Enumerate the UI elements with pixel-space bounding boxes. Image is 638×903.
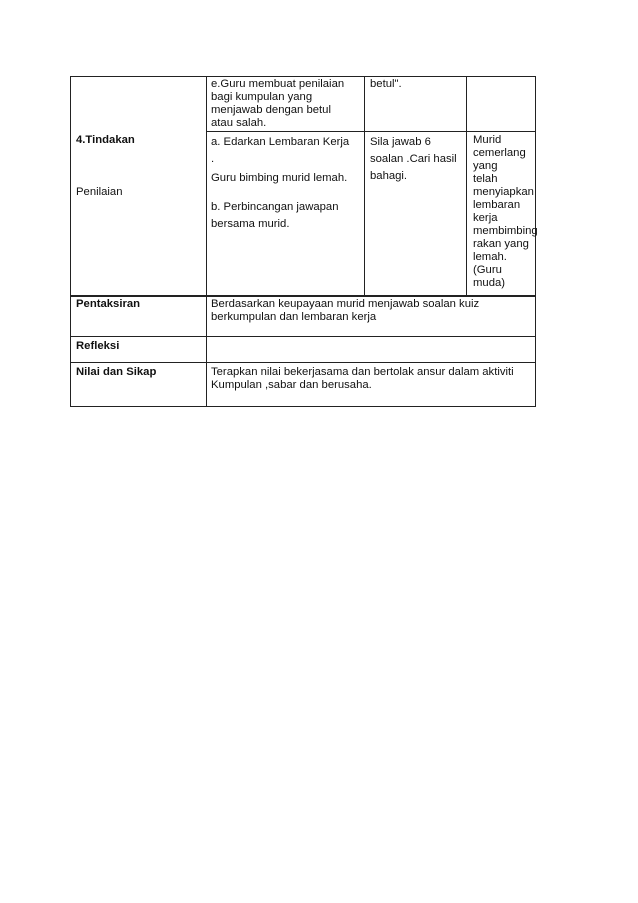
nilai-label: Nilai dan Sikap: [76, 366, 157, 378]
pentaksiran-label: Pentaksiran: [76, 298, 141, 310]
activity-guru-text: Guru bimbing murid lemah.: [211, 172, 348, 184]
refleksi-label: Refleksi: [76, 340, 120, 352]
table-divider: [206, 296, 207, 407]
row2-note-text: Murid cemerlang yang telah menyiapkan lembaran kerja membimbing rakan yang lemah.(Guru muda): [473, 134, 538, 289]
pentaksiran-value: Berdasarkan keupayaan murid menjawab soalan kuiz berkumpulan dan lembaran kerja: [211, 298, 480, 323]
table-divider: [70, 336, 536, 337]
table-divider: [466, 76, 467, 296]
activity-a-text: a. Edarkan Lembaran Kerja .: [211, 136, 350, 165]
row2-response-text: Sila jawab 6 soalan .Cari hasil bahagi.: [370, 136, 457, 182]
activity-b-text: b. Perbincangan jawapan bersama murid.: [211, 201, 339, 230]
step-title: 4.Tindakan: [76, 134, 135, 146]
nilai-value: Terapkan nilai bekerjasama dan bertolak ansur dalam aktiviti Kumpulan ,sabar dan berusaha.: [211, 366, 514, 391]
step-subtitle: Penilaian: [76, 186, 123, 198]
table-divider: [364, 76, 365, 296]
row1-activity-text: e.Guru membuat penilaian bagi kumpulan yang menjawab dengan betul atau salah.: [211, 78, 345, 129]
table-divider: [206, 76, 207, 296]
row1-response-text: betul".: [370, 78, 402, 90]
table-divider: [70, 362, 536, 363]
table-divider: [206, 131, 536, 132]
